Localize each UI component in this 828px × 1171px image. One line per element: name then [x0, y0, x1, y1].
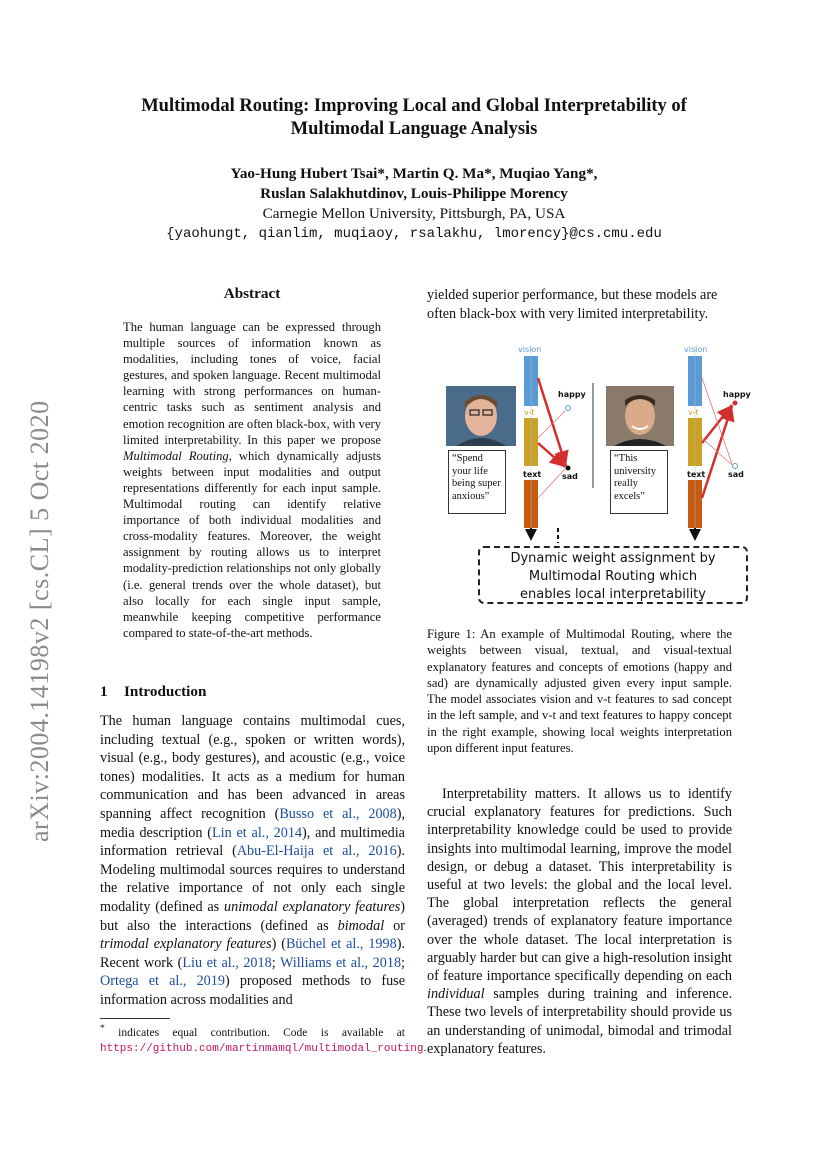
left-speaker-photo	[446, 386, 516, 446]
citation-link[interactable]: Busso et al., 2008	[279, 805, 397, 822]
intro-text: ;	[271, 954, 280, 971]
citation-link[interactable]: Abu-El-Haija et al., 2016	[236, 843, 397, 860]
intro-text: ). Recent work (	[100, 936, 405, 971]
right-sad-label: sad	[728, 470, 744, 479]
footnote-text: indicates equal contribution. Code is available at	[104, 1026, 405, 1039]
body-text-1: Interpretability matters. It allows us to identify crucial explanatory features for predictions. Such interpretability knowledge could be used to provide insights into multimodal learning, improve the model design, or debug a dataset. This interpretability is useful at two levels: the global and the local level. The global interpretation reflects the general (averaged) trends of explanatory feature importance over the whole dataset. The local interpretation is arguably harder but can give a high-resolution insight of feature importance specifically depending on each	[427, 786, 732, 985]
dynamic-weight-line-1: Dynamic weight assignment by	[510, 551, 716, 566]
left-sad-label: sad	[562, 472, 578, 481]
intro-text: ) proposed methods to fuse information across modalities and	[100, 973, 405, 1008]
citation-link[interactable]: Lin et al., 2014	[212, 824, 303, 841]
intro-emphasis: trimodal explanatory features	[100, 936, 272, 953]
interpretability-paragraph	[427, 785, 732, 1058]
dynamic-weight-line-3: enables local interpretability	[520, 587, 706, 602]
abstract-emphasis: Multimodal Routing	[123, 448, 229, 463]
footnote	[100, 1021, 427, 1057]
right-happy-label: happy	[723, 390, 751, 399]
intro-emphasis: unimodal explanatory features	[224, 898, 401, 915]
arxiv-stamp: arXiv:2004.14198v2 [cs.CL] 5 Oct 2020	[25, 400, 54, 842]
affiliation: Carnegie Mellon University, Pittsburgh, PA, USA	[262, 205, 566, 222]
authors-line-2: Ruslan Salakhutdinov, Louis-Philippe Morency	[260, 185, 568, 202]
footnote-end: .	[423, 1041, 427, 1054]
title-line-2: Multimodal Language Analysis	[290, 119, 538, 139]
right-text-label: text	[687, 470, 706, 479]
paper-title	[100, 95, 728, 141]
left-text-label: text	[523, 470, 542, 479]
title-line-1: Multimodal Routing: Improving Local and Global Interpretability of	[141, 96, 687, 116]
footnote-rule	[100, 1018, 170, 1019]
citation-link[interactable]: Büchel et al., 1998	[285, 936, 397, 953]
citation-link[interactable]: Ortega et al., 2019	[100, 973, 225, 990]
intro-text: ), and multimedia information retrieval (	[100, 824, 405, 860]
intro-text: ;	[401, 954, 405, 971]
right-vision-label: vision	[684, 345, 708, 354]
abstract-heading: Abstract	[223, 285, 281, 302]
column-2-body	[427, 785, 732, 1058]
right-sad-node	[733, 464, 738, 469]
citation-link[interactable]: Liu et al., 2018	[182, 954, 272, 971]
author-list	[100, 164, 728, 204]
left-happy-label: happy	[558, 390, 586, 399]
section-heading-introduction	[100, 683, 206, 701]
intro-text: ). Modeling multimodal sources requires to understand the relative importance of not only each single modality (defined as	[100, 843, 406, 915]
author-emails: {yaohungt, qianlim, muqiaoy, rsalakhu, lmorency}@cs.cmu.edu	[166, 226, 662, 242]
left-sad-node	[566, 466, 571, 471]
code-link[interactable]: https://github.com/martinmamql/multimodal_routing	[100, 1042, 424, 1055]
intro-text: or	[384, 917, 405, 934]
left-happy-node	[566, 406, 571, 411]
figure-1	[438, 338, 751, 610]
left-quote: “Spend your life being super anxious”	[448, 450, 506, 514]
authors-line-1: Yao-Hung Hubert Tsai*, Martin Q. Ma*, Muqiao Yang*,	[230, 165, 598, 182]
footnote-mark: *	[100, 1023, 105, 1034]
intro-text: ), media description (	[100, 805, 406, 841]
left-vt-label: v-t	[524, 408, 535, 417]
introduction-body	[100, 712, 405, 1010]
right-quote: “This university really excels”	[610, 450, 668, 514]
dynamic-weight-box	[478, 546, 748, 604]
right-speaker-photo	[606, 386, 674, 446]
figure-1-caption: Figure 1: An example of Multimodal Routing, where the weights between visual, textual, and visual-textual explanatory features and concepts of emotions (happy and sad) are dynamically adjusted given every input sample. The model associates vision and v-t features to sad concept in the left sample, and v-t and text features to happy concept in the right example, showing local weights interpretation upon different input features.	[427, 627, 732, 756]
right-happy-node	[733, 401, 738, 406]
abstract-text-1: The human language can be expressed through multiple sources of information known as modalities, including tones of voice, facial gestures, and spoken language. Recent multimodal learning with strong performances on human-centric tasks such as sentiment analysis and emotion recognition are often black-box, with very limited interpretability. In this paper we propose	[123, 320, 381, 447]
section-number: 1	[100, 683, 108, 700]
intro-text: The human language contains multimodal cues, including textual (e.g., spoken or written words), visual (e.g., body gestures), and acoustic (e.g., voice tones) modalities. It acts as a medium for human communication and has been advanced in areas spanning affect recognition (	[100, 713, 405, 822]
intro-text: ) but also the interactions (defined as	[100, 898, 405, 934]
abstract-text-2: , which dynamically adjusts weights between input modalities and output representations differently for each input sample. Multimodal routing can identify relative importance of both individual modalities and cross-modality features. Moreover, the weight assignment by routing allows us to interpret modality-prediction relationships not only globally (i.e. general trends over the whole dataset), but also locally for each single input sample, meanwhile keeping competitive performance compared to state-of-the-art methods.	[123, 448, 382, 640]
body-text-2: samples during training and inference. These two levels of interpretability should provide us an understanding of unimodal, bimodal and trimodal explanatory features.	[427, 986, 732, 1057]
right-vt-label: v-t	[688, 408, 699, 417]
body-emphasis: individual	[427, 986, 485, 1003]
dynamic-weight-line-2: Multimodal Routing which	[528, 569, 698, 584]
intro-text: ) (	[271, 936, 286, 953]
abstract-body	[123, 319, 381, 641]
left-vision-label: vision	[518, 345, 542, 354]
citation-link[interactable]: Williams et al., 2018	[279, 954, 402, 971]
column-2-opening-text: yielded superior performance, but these models are often black-box with very limited interpretability.	[427, 287, 718, 322]
intro-emphasis: bimodal	[337, 917, 385, 934]
section-title: Introduction	[124, 683, 207, 700]
